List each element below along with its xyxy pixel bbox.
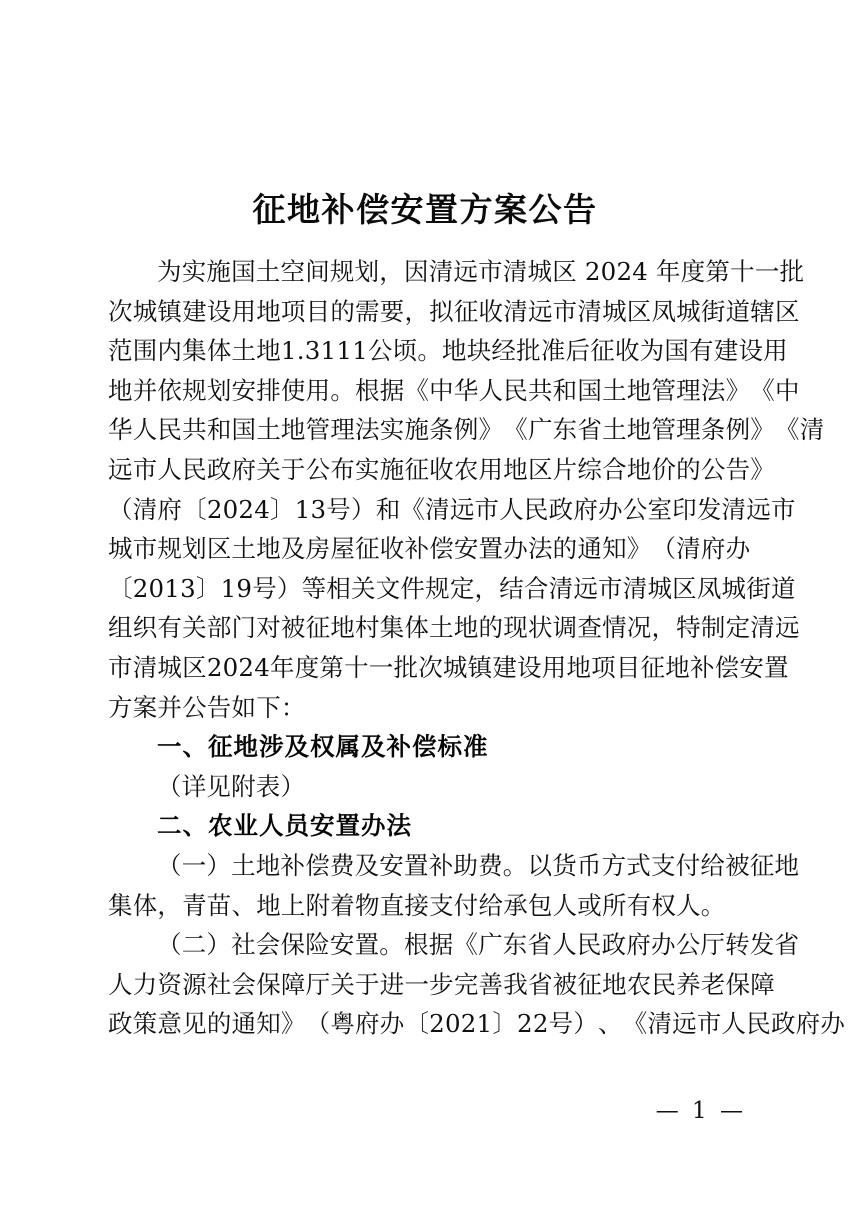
body-text-line: 次 城 镇 建 设 用 地 项 目 的 需 要 ， 拟 征 收 清 远 市 清 城 区 凤 城 街 道 辖 区 <box>108 296 800 326</box>
section-heading-line: 一、征地涉及权属及补偿标准 <box>157 732 489 762</box>
body-text-line: （二）社会保险安置。根据《广东省人民政府办公厅转发省 <box>157 930 800 960</box>
page-title: 征地补偿安置方案公告 <box>252 190 598 230</box>
body-text-line: 为实施国土空间规划，因清远市清城区 2024 年度第十一批 <box>157 257 805 286</box>
body-text-line: 远 市 人 民 政 府 关 于 公 布 实 施 征 收 农 用 地 区 片 综 合 地 价 的 公 告 》 <box>108 454 775 484</box>
body-text-line: （一）土地补偿费及安置补助费。以货币方式支付给被征地 <box>157 850 800 880</box>
body-text-line: 范 围 内 集 体 土 地 1 . 3 1 1 1 公 顷 。 地 块 经 批 准 后 征 收 为 国 有 建 设 用 <box>108 336 788 366</box>
body-text-line: （ 清 府 〔 2 0 2 4 〕 1 3 号 ） 和 《 清 远 市 人 民 政 府 办 公 室 印 发 清 远 市 <box>108 494 796 524</box>
body-text-line: 组 织 有 关 部 门 对 被 征 地 村 集 体 土 地 的 现 状 调 查 情 况 ， 特 制 定 清 远 <box>108 613 800 643</box>
body-text-line: 华 人 民 共 和 国 土 地 管 理 法 实 施 条 例 》 《 广 东 省 土 地 管 理 条 例 》 《 清 <box>108 415 825 445</box>
body-text-line: 方案并公告如下： <box>108 692 306 722</box>
body-text-line: 市 清 城 区 2 0 2 4 年 度 第 十 一 批 次 城 镇 建 设 用 地 项 目 征 地 补 偿 安 置 <box>108 652 789 682</box>
document-body <box>108 252 846 1044</box>
body-text-line: 集体，青苗、地上附着物直接支付给承包人或所有权人。 <box>108 890 726 920</box>
page-number-footer: — 1 — <box>655 1098 746 1124</box>
section-heading-line: 二、农业人员安置办法 <box>157 811 412 841</box>
body-text-line: 地 并 依 规 划 安 排 使 用 。 根 据 《 中 华 人 民 共 和 国 土 地 管 理 法 》 《 中 <box>108 375 800 405</box>
body-text-line: 城 市 规 划 区 土 地 及 房 屋 征 收 补 偿 安 置 办 法 的 通 知 》 （ 清 府 办 <box>108 534 751 564</box>
body-text-line: 〔 2 0 1 3 〕 1 9 号 ） 等 相 关 文 件 规 定 ， 结 合 清 远 市 清 城 区 凤 城 街 道 <box>108 573 796 603</box>
body-text-line: 人 力 资 源 社 会 保 障 厅 关 于 进 一 步 完 善 我 省 被 征 地 农 民 养 老 保 障 <box>108 969 775 999</box>
body-text-line: 政 策 意 见 的 通 知 》 （ 粤 府 办 〔 2 0 2 1 〕 2 2 号 ） 、 《 清 远 市 人 民 政 府 办 <box>108 1009 846 1039</box>
body-text-line: （详见附表） <box>157 771 306 801</box>
